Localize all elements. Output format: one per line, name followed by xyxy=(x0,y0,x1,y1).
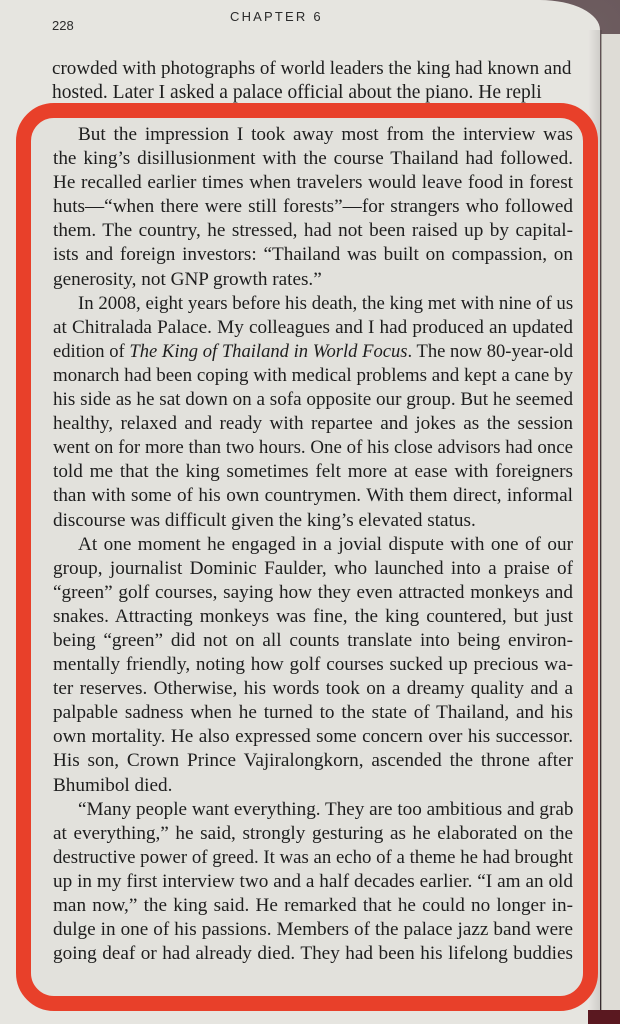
text-line: ists and foreign investors: “Thailand was built on compassion, on xyxy=(53,244,573,266)
text-line: being “green” did not on all counts translate into being environ- xyxy=(53,629,573,651)
text-line: at everything,” he said, strongly gesturing as he elaborated on the xyxy=(53,822,573,844)
text-line: group, journalist Dominic Faulder, who launched into a praise of xyxy=(53,557,573,579)
text-line: snakes. Attracting monkeys was fine, the king countered, but just xyxy=(53,605,573,627)
text-line: In 2008, eight years before his death, the king met with nine of us xyxy=(78,292,574,314)
text-line: He recalled earlier times when travelers would leave food in forest xyxy=(53,172,573,194)
text-line-with-title xyxy=(53,340,573,364)
text-line: went on for more than two hours. One of his close advisors had once xyxy=(53,437,573,459)
book-cover-edge xyxy=(588,1010,620,1024)
text-line: palpable sadness when he turned to the state of Thailand, and his xyxy=(53,702,573,724)
text-line: up in my first interview two and a half decades earlier. “I am an old xyxy=(53,870,573,892)
text-line: crowded with photographs of world leaders the king had known and xyxy=(52,58,572,79)
text-line: destructive power of greed. It was an echo of a theme he had brought xyxy=(53,846,573,868)
running-head: CHAPTER 6 xyxy=(230,9,323,24)
text-line: own mortality. He also expressed some concern over his successor. xyxy=(53,726,573,748)
text-line: going deaf or had already died. They had been his lifelong buddies xyxy=(53,943,573,965)
next-page-edge xyxy=(601,34,620,1019)
text-line: man now,” the king said. He remarked that he could no longer in- xyxy=(53,895,573,916)
text-line: told me that the king sometimes felt more at ease with foreigners xyxy=(53,461,573,483)
text-line: healthy, relaxed and ready with repartee and jokes as the session xyxy=(53,413,573,435)
text-line: But the impression I took away most from the interview was xyxy=(78,124,573,145)
text-fragment: . The now 80-year-old xyxy=(407,340,573,362)
text-line: “Many people want everything. They are too ambitious and grab xyxy=(78,798,574,820)
page-number: 228 xyxy=(52,18,74,33)
text-line: huts—“when there were still forests”—for strangers who followed xyxy=(53,196,573,218)
text-line: hosted. Later I asked a palace official about the piano. He repli xyxy=(52,82,542,103)
text-line: monarch had been coping with medical problems and kept a cane by xyxy=(53,364,573,386)
text-line: dulge in one of his passions. Members of the palace jazz band were xyxy=(53,919,573,941)
text-line: ter reserves. Otherwise, his words took on a dreamy quality and a xyxy=(53,678,573,700)
text-line: the king’s disillusionment with the course Thailand had followed. xyxy=(53,148,573,170)
text-line: his side as he sat down on a sofa opposite our group. But he seemed xyxy=(53,389,573,411)
book-title: The King of Thailand in World Focus xyxy=(129,340,408,362)
preceding-text xyxy=(52,57,572,105)
text-line: them. The country, he stressed, had not been raised up by capital- xyxy=(53,220,573,242)
text-line: discourse was difficult given the king’s elevated status. xyxy=(53,509,476,531)
text-line: at Chitralada Palace. My colleagues and I had produced an updated xyxy=(53,316,573,338)
text-line: generosity, not GNP growth rates.” xyxy=(53,268,322,290)
highlighted-passage xyxy=(53,123,573,966)
text-line: “green” golf courses, saying how they even attracted monkeys and xyxy=(53,581,573,603)
text-fragment: edition of xyxy=(53,340,130,362)
text-line: mentally friendly, noting how golf courses sucked up precious wa- xyxy=(53,654,573,676)
text-line: Bhumibol died. xyxy=(53,774,173,796)
text-line: than with some of his own countrymen. With them direct, informal xyxy=(53,485,573,507)
text-line: At one moment he engaged in a jovial dispute with one of our xyxy=(78,533,573,555)
text-line: His son, Crown Prince Vajiralongkorn, ascended the throne after xyxy=(53,750,573,772)
